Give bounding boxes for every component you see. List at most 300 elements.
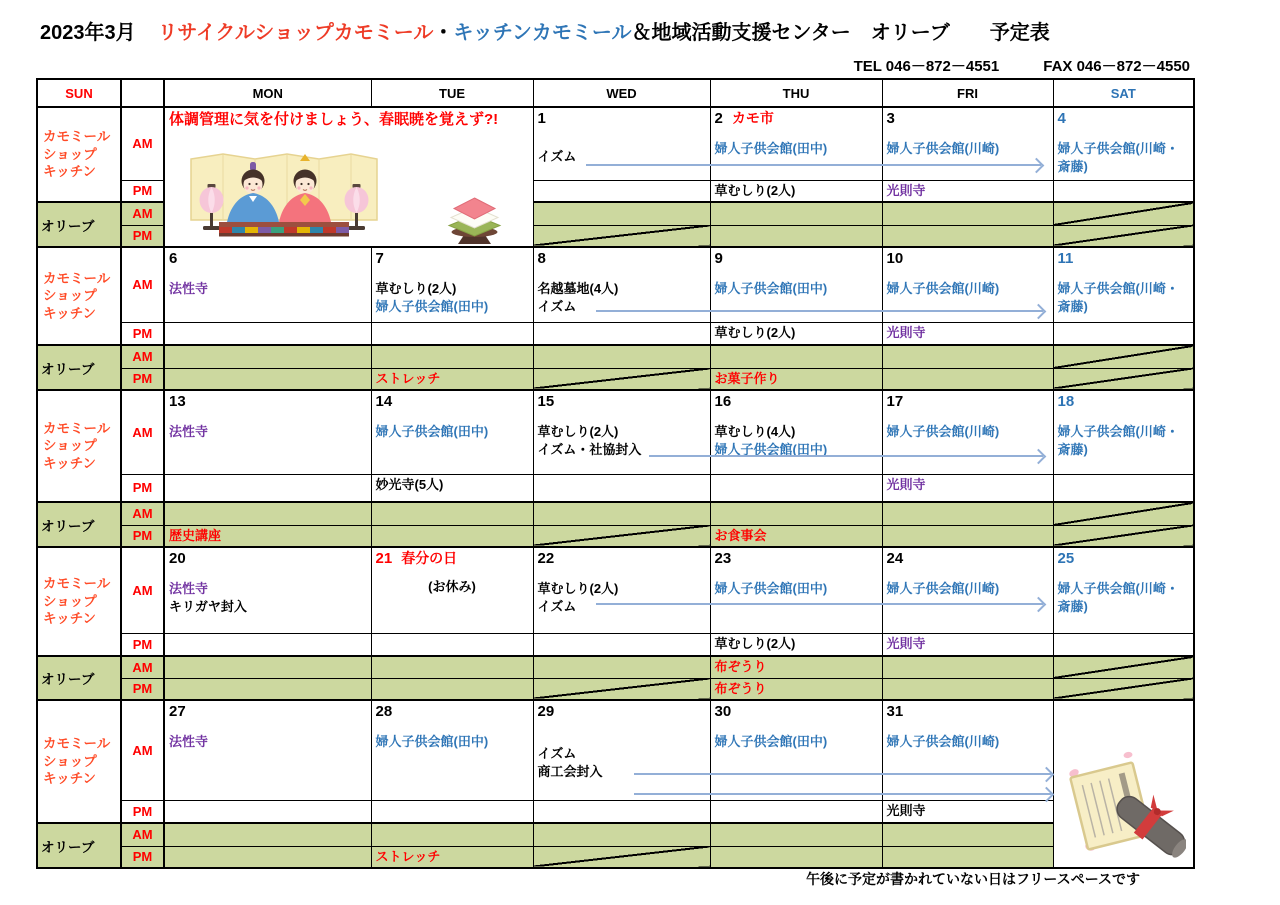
calendar-row	[37, 502, 1194, 525]
day-number-line	[887, 249, 1049, 268]
am-events	[715, 140, 878, 158]
am-events	[538, 580, 706, 615]
olive-cell-fri-am	[882, 345, 1053, 368]
day-number: 23	[714, 550, 732, 567]
cell-wed-am	[533, 700, 710, 800]
cell-thu-am	[710, 390, 882, 474]
title-kitchen-name: キッチンカモミール	[453, 22, 632, 44]
continuation-arrow	[649, 455, 1043, 457]
ampm-label: AM	[121, 202, 164, 225]
event-label: 商工会封入	[537, 763, 603, 779]
event-label: 草むしり(2人)	[537, 581, 619, 596]
cell-thu-pm	[710, 180, 882, 202]
day-number-line	[715, 702, 878, 721]
ampm-label: AM	[121, 247, 164, 322]
footer-note: 午後に予定が書かれていない日はフリースペースです	[805, 871, 1140, 887]
day-number-line	[715, 109, 878, 128]
day-number: 30	[714, 703, 732, 720]
olive-cell-sat-am	[1053, 656, 1194, 678]
title-shop-name: リサイクルショップカモミール	[157, 22, 434, 44]
calendar-row	[37, 322, 1194, 345]
kamomil-label-line: キッチン	[43, 455, 97, 471]
am-events	[169, 733, 367, 751]
olive-cell-fri-pm	[882, 846, 1053, 868]
day-number: 21	[375, 550, 393, 567]
olive-cell-mon-am	[164, 656, 371, 678]
event-label: イズム	[537, 298, 577, 314]
kamomil-label-line: ショップ	[43, 146, 97, 162]
calendar-row	[37, 107, 1194, 180]
kamomil-label-line: ショップ	[43, 438, 97, 454]
week1-banner-cell	[164, 107, 533, 247]
event-label: 光則寺	[886, 182, 926, 198]
event-label: イズム	[537, 746, 577, 761]
calendar-row	[37, 547, 1194, 633]
event-label: 婦人子供会館(田中)	[714, 441, 828, 457]
cell-mon-am	[164, 547, 371, 633]
event-label: 草むしり(2人)	[714, 635, 796, 651]
am-events	[715, 733, 878, 751]
olive-cell-fri-am	[882, 202, 1053, 225]
kamomil-shop-kitchen-label	[37, 390, 121, 502]
header-tue: TUE	[371, 79, 533, 107]
day-annotation: カモ市	[731, 110, 774, 126]
header-fri: FRI	[882, 79, 1053, 107]
calendar-row	[37, 525, 1194, 547]
day-number: 24	[886, 550, 904, 567]
calendar-row	[37, 633, 1194, 656]
event-label: イズム	[537, 149, 577, 164]
ampm-label: AM	[121, 547, 164, 633]
olive-cell-thu-pm	[710, 368, 882, 390]
olive-cell-wed-am	[533, 656, 710, 678]
calendar-row	[37, 678, 1194, 700]
ampm-label: AM	[121, 823, 164, 846]
day-number: 28	[375, 703, 393, 720]
event-label: 妙光寺(5人)	[375, 476, 444, 492]
calendar-row	[37, 345, 1194, 368]
day-number: 9	[714, 250, 723, 267]
health-message: 体調管理に気を付けましょう、春眠暁を覚えず?!	[169, 111, 499, 128]
event-label: 法性寺	[169, 734, 209, 749]
day-number-line	[376, 702, 529, 721]
ampm-label: PM	[121, 322, 164, 345]
cell-thu-pm	[710, 322, 882, 345]
ampm-label: PM	[121, 180, 164, 202]
cell-tue-pm	[371, 633, 533, 656]
day-number: 29	[537, 703, 555, 720]
certificate-illustration	[1064, 747, 1186, 868]
olive-cell-wed-pm	[533, 525, 710, 547]
olive-label: オリーブ	[37, 345, 121, 390]
day-number-line	[715, 549, 878, 568]
header-sun: SUN	[37, 79, 121, 107]
continuation-arrow	[634, 773, 1051, 775]
day-number: 27	[169, 703, 186, 720]
cell-wed-pm	[533, 322, 710, 345]
cell-tue-pm	[371, 322, 533, 345]
olive-cell-wed-pm	[533, 678, 710, 700]
event-label: 光則寺	[886, 802, 926, 818]
kamomil-shop-kitchen-label	[37, 700, 121, 823]
am-events	[376, 280, 529, 315]
cell-sat-pm	[1053, 474, 1194, 502]
day-number: 17	[886, 393, 904, 410]
cell-fri-am	[882, 390, 1053, 474]
olive-cell-fri-pm	[882, 368, 1053, 390]
cell-sat-am	[1053, 107, 1194, 180]
cell-mon-pm	[164, 474, 371, 502]
ampm-label: AM	[121, 502, 164, 525]
olive-label: オリーブ	[37, 656, 121, 700]
day-number: 1	[537, 110, 546, 127]
title-suffix: ＆地域活動支援センター オリーブ 予定表	[631, 22, 1050, 44]
day-number: 13	[169, 393, 186, 410]
cell-fri-pm	[882, 180, 1053, 202]
event-label: 草むしり(2人)	[537, 424, 619, 439]
am-events	[1058, 140, 1190, 175]
am-events	[1058, 423, 1190, 458]
day-number-line	[1058, 109, 1190, 128]
olive-cell-tue-pm	[371, 678, 533, 700]
header-sat: SAT	[1053, 79, 1194, 107]
olive-cell-fri-am	[882, 656, 1053, 678]
cell-fri-pm	[882, 474, 1053, 502]
calendar-row	[37, 247, 1194, 322]
olive-cell-tue-pm	[371, 846, 533, 868]
continuation-arrow	[586, 164, 1041, 166]
event-label: 婦人子供会館(田中)	[714, 734, 828, 749]
event-label: 光則寺	[886, 324, 926, 340]
cell-sat-am	[1053, 547, 1194, 633]
hishimochi-illustration	[437, 194, 512, 251]
cell-wed-am	[533, 390, 710, 474]
olive-cell-wed-am	[533, 345, 710, 368]
continuation-arrow	[596, 603, 1043, 605]
am-events	[376, 423, 529, 441]
event-label: 婦人子供会館(川崎・斎藤)	[1057, 141, 1179, 174]
day-number-line	[538, 249, 706, 268]
day-number: 3	[886, 110, 895, 127]
olive-cell-sat-pm	[1053, 225, 1194, 247]
kamomil-label-line: カモミール	[43, 420, 111, 436]
event-label: 婦人子供会館(田中)	[375, 424, 489, 439]
day-number-line	[538, 392, 706, 411]
cell-wed-pm	[533, 474, 710, 502]
cell-mon-pm	[164, 633, 371, 656]
cell-wed-am	[533, 247, 710, 322]
olive-event-label: 布ぞうり	[714, 680, 767, 696]
calendar-row	[37, 823, 1194, 846]
event-label: 草むしり(2人)	[714, 182, 796, 198]
olive-cell-sat-pm	[1053, 678, 1194, 700]
event-label: 法性寺	[169, 424, 209, 439]
day-number: 14	[375, 393, 393, 410]
title-separator: ・	[433, 22, 454, 44]
cell-sat-pm	[1053, 633, 1194, 656]
cell-wed-pm	[533, 180, 710, 202]
olive-cell-thu-am	[710, 823, 882, 846]
ampm-label: PM	[121, 368, 164, 390]
olive-cell-wed-pm	[533, 368, 710, 390]
calendar-row	[37, 700, 1194, 800]
event-label: 法性寺	[169, 281, 209, 296]
kamomil-label-line: カモミール	[43, 576, 111, 592]
am-events	[887, 580, 1049, 598]
olive-cell-thu-pm	[710, 525, 882, 547]
event-label: 名越墓地(4人)	[537, 281, 619, 296]
event-label: イズム・社協封入	[537, 441, 642, 457]
kamomil-label-line: カモミール	[43, 736, 111, 752]
ampm-label: PM	[121, 525, 164, 547]
olive-event-label: ストレッチ	[375, 370, 441, 386]
day-number: 11	[1057, 250, 1074, 267]
am-events	[887, 733, 1049, 751]
day-number: 20	[169, 550, 186, 567]
olive-cell-mon-am	[164, 502, 371, 525]
day-number: 6	[169, 250, 178, 267]
event-label: 草むしり(4人)	[714, 424, 796, 439]
day-number: 10	[886, 250, 904, 267]
event-label: (お休み)	[428, 579, 476, 594]
kamomil-label-line: ショップ	[43, 288, 97, 304]
cell-thu-am	[710, 700, 882, 800]
ampm-label: PM	[121, 474, 164, 502]
event-label: 婦人子供会館(川崎・斎藤)	[1057, 424, 1179, 457]
cell-sat-am	[1053, 390, 1194, 474]
event-label: 光則寺	[886, 635, 926, 651]
day-number: 4	[1057, 110, 1066, 127]
day-number-line	[376, 549, 529, 568]
am-events	[715, 280, 878, 298]
event-label: 婦人子供会館(田中)	[714, 281, 828, 296]
olive-cell-mon-pm	[164, 846, 371, 868]
olive-cell-fri-pm	[882, 678, 1053, 700]
day-number-line	[1058, 549, 1190, 568]
cell-mon-am	[164, 247, 371, 322]
ampm-label: AM	[121, 107, 164, 180]
am-events	[169, 423, 367, 441]
calendar-row	[37, 474, 1194, 502]
olive-cell-thu-am	[710, 502, 882, 525]
olive-cell-thu-am	[710, 202, 882, 225]
olive-cell-tue-am	[371, 656, 533, 678]
olive-cell-sat-am	[1053, 502, 1194, 525]
olive-cell-mon-am	[164, 345, 371, 368]
ampm-label: PM	[121, 225, 164, 247]
ampm-label: AM	[121, 656, 164, 678]
calendar-row	[37, 846, 1194, 868]
olive-label: オリーブ	[37, 202, 121, 247]
day-number: 16	[714, 393, 732, 410]
kamomil-label-line: キッチン	[43, 611, 97, 627]
olive-cell-tue-am	[371, 823, 533, 846]
cell-sat-pm	[1053, 322, 1194, 345]
olive-cell-thu-pm	[710, 678, 882, 700]
olive-cell-wed-pm	[533, 846, 710, 868]
hina-dolls-icon	[181, 144, 386, 242]
continuation-arrow	[634, 793, 1051, 795]
day-number: 15	[537, 393, 555, 410]
olive-cell-thu-am	[710, 656, 882, 678]
am-events	[887, 423, 1049, 441]
day-number-line	[887, 392, 1049, 411]
day-number-line	[538, 702, 706, 721]
day-number: 2	[714, 110, 723, 127]
cell-wed-pm	[533, 633, 710, 656]
am-events	[376, 733, 529, 751]
kamomil-label-line: キッチン	[43, 305, 97, 321]
certificate-icon	[1064, 747, 1186, 863]
cell-fri-am	[882, 107, 1053, 180]
cell-thu-pm	[710, 633, 882, 656]
olive-event-label: 歴史講座	[169, 527, 222, 543]
calendar-row	[37, 656, 1194, 678]
kamomil-shop-kitchen-label	[37, 107, 121, 202]
am-events	[715, 580, 878, 598]
kamomil-label-line: カモミール	[43, 129, 111, 145]
kamomil-label-line: カモミール	[43, 270, 111, 286]
olive-cell-mon-pm	[164, 368, 371, 390]
cell-fri-pm	[882, 322, 1053, 345]
kamomil-label-line: ショップ	[43, 753, 97, 769]
am-events	[376, 578, 529, 596]
day-number: 31	[886, 703, 904, 720]
day-number-line	[1058, 392, 1190, 411]
page-title	[40, 16, 1050, 45]
ampm-label: AM	[121, 700, 164, 800]
cell-thu-pm	[710, 474, 882, 502]
ampm-label: PM	[121, 678, 164, 700]
olive-cell-fri-am	[882, 502, 1053, 525]
cell-fri-pm	[882, 633, 1053, 656]
cell-mon-am	[164, 700, 371, 800]
event-label: 婦人子供会館(川崎)	[886, 581, 1000, 596]
olive-cell-sat-pm	[1053, 368, 1194, 390]
title-month: 2023年3月	[40, 22, 136, 44]
cell-fri-am	[882, 547, 1053, 633]
cell-thu-am	[710, 107, 882, 180]
cell-thu-pm	[710, 800, 882, 823]
olive-cell-mon-pm	[164, 678, 371, 700]
continuation-arrow	[596, 310, 1043, 312]
day-number: 8	[537, 250, 546, 267]
olive-cell-tue-am	[371, 345, 533, 368]
day-number: 18	[1057, 393, 1075, 410]
kamomil-shop-kitchen-label	[37, 247, 121, 345]
fax-number: FAX 046－872－4550	[1043, 58, 1190, 75]
ampm-label: AM	[121, 345, 164, 368]
day-number-line	[169, 392, 367, 411]
cell-tue-am	[371, 700, 533, 800]
event-label: 婦人子供会館(川崎)	[886, 141, 1000, 156]
olive-cell-wed-am	[533, 502, 710, 525]
event-label: 婦人子供会館(田中)	[714, 141, 828, 156]
olive-cell-thu-am	[710, 345, 882, 368]
event-label: 婦人子供会館(川崎)	[886, 281, 1000, 296]
kamomil-label-line: キッチン	[43, 164, 97, 180]
olive-event-label: お食事会	[714, 527, 767, 543]
day-number: 25	[1057, 550, 1075, 567]
olive-event-label: 布ぞうり	[714, 659, 767, 674]
day-number: 7	[375, 250, 384, 267]
calendar-row	[37, 368, 1194, 390]
olive-cell-wed-pm	[533, 225, 710, 247]
kamomil-label-line: ショップ	[43, 593, 97, 609]
cell-mon-pm	[164, 322, 371, 345]
event-label: 婦人子供会館(田中)	[375, 298, 489, 314]
ampm-label: AM	[121, 390, 164, 474]
cell-tue-am	[371, 547, 533, 633]
olive-cell-wed-am	[533, 202, 710, 225]
event-label: 婦人子供会館(川崎・斎藤)	[1057, 281, 1179, 314]
cell-mon-pm	[164, 800, 371, 823]
day-number-line	[538, 549, 706, 568]
schedule-table	[36, 78, 1195, 869]
cell-wed-am	[533, 107, 710, 180]
ampm-label: PM	[121, 633, 164, 656]
calendar-row	[37, 390, 1194, 474]
cell-thu-am	[710, 547, 882, 633]
event-label: 草むしり(2人)	[714, 324, 796, 340]
contact-info	[854, 55, 1190, 76]
hishimochi-icon	[437, 194, 512, 246]
day-number-line	[538, 109, 706, 128]
olive-cell-sat-am	[1053, 202, 1194, 225]
cell-fri-am	[882, 700, 1053, 800]
event-label: 草むしり(2人)	[375, 281, 457, 296]
header-mon: MON	[164, 79, 371, 107]
day-number-line	[169, 549, 367, 568]
cell-mon-am	[164, 390, 371, 474]
day-number-line	[715, 249, 878, 268]
header-wed: WED	[533, 79, 710, 107]
ampm-label: PM	[121, 800, 164, 823]
day-number-line	[715, 392, 878, 411]
day-number-line	[376, 392, 529, 411]
am-events	[169, 580, 367, 615]
tel-number: TEL 046－872－4551	[853, 58, 1000, 75]
event-label: 光則寺	[886, 476, 926, 492]
am-events	[538, 423, 706, 458]
certificate-cell	[1053, 700, 1194, 868]
cell-tue-am	[371, 247, 533, 322]
olive-cell-fri-am	[882, 823, 1053, 846]
day-annotation: 春分の日	[401, 550, 458, 566]
cell-wed-am	[533, 547, 710, 633]
kamomil-shop-kitchen-label	[37, 547, 121, 656]
event-label: 法性寺	[169, 581, 209, 596]
calendar-row	[37, 800, 1194, 823]
day-number-line	[376, 249, 529, 268]
event-label: イズム	[537, 598, 577, 614]
hina-dolls-illustration	[181, 144, 386, 247]
cell-tue-am	[371, 390, 533, 474]
day-number-line	[887, 702, 1049, 721]
header-blank	[121, 79, 164, 107]
day-number-line	[887, 549, 1049, 568]
header-thu: THU	[710, 79, 882, 107]
am-events	[1058, 580, 1190, 615]
weekday-header-row	[37, 79, 1194, 107]
olive-cell-wed-am	[533, 823, 710, 846]
olive-cell-tue-pm	[371, 525, 533, 547]
cell-wed-pm	[533, 800, 710, 823]
cell-sat-am	[1053, 247, 1194, 322]
event-label: 婦人子供会館(川崎)	[886, 424, 1000, 439]
olive-cell-fri-pm	[882, 225, 1053, 247]
am-events	[1058, 280, 1190, 315]
